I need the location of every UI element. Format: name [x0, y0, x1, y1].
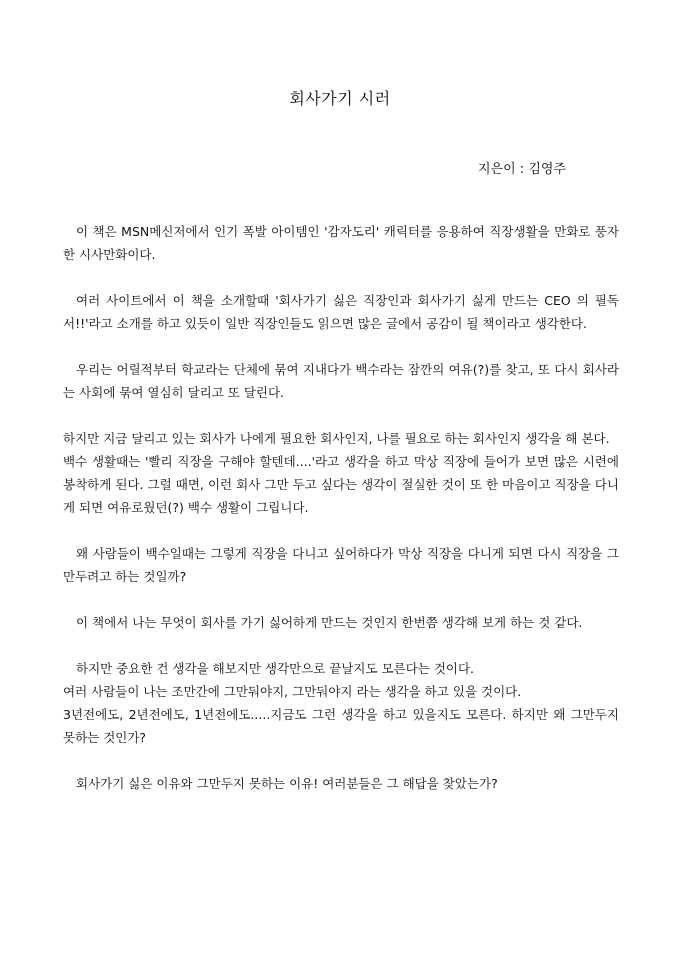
paragraph: 하지만 지금 달리고 있는 회사가 나에게 필요한 회사인지, 나를 필요로 하는 회사인지 생각을 해 본다. [63, 431, 610, 446]
document-body [63, 220, 619, 818]
paragraph: 백수 생활때는 '빨리 직장을 구해야 할텐데....'라고 생각을 하고 막상 직장에 들어가 보면 많은 시련에 봉착하게 된다. 그럴 때면, 이런 회사 그만 두고 싶다는 생각이 절실한 것이 또 한 마음이고 직장을 다니게 되면 여유로웠던(?) 백수 생활이 그립니다. [63, 454, 619, 515]
paragraph: 우리는 어릴적부터 학교라는 단체에 묶여 지내다가 백수라는 잠깐의 여유(?)를 찾고, 또 다시 회사라는 사회에 묶여 열심히 달리고 또 달린다. [63, 362, 619, 400]
document-author: 지은이 : 김영주 [478, 162, 566, 177]
document-title: 회사가기 시러 [289, 89, 391, 108]
paragraph: 여러 사람들이 나는 조만간에 그만둬야지, 그만둬야지 라는 생각을 하고 있을 것이다. [63, 684, 522, 699]
paragraph: 하지만 중요한 건 생각을 해보지만 생각만으로 끝날지도 모른다는 것이다. [76, 661, 475, 676]
paragraph: 회사가기 싫은 이유와 그만두지 못하는 이유! 여러분들은 그 해답을 찾았는가? [76, 776, 498, 791]
paragraph: 이 책에서 나는 무엇이 회사를 가기 싫어하게 만드는 것인지 한번쯤 생각해 보게 하는 것 같다. [76, 615, 583, 630]
paragraph: 3년전에도, 2년전에도, 1년전에도.....지금도 그런 생각을 하고 있을지도 모른다. 하지만 왜 그만두지 못하는 것인가? [63, 707, 619, 745]
paragraph: 이 책은 MSN메신저에서 인기 폭발 아이템인 '감자도리' 캐릭터를 응용하여 직장생활을 만화로 풍자한 시사만화이다. [63, 224, 619, 262]
paragraph: 왜 사람들이 백수일때는 그렇게 직장을 다니고 싶어하다가 막상 직장을 다니게 되면 다시 직장을 그만두려고 하는 것일까? [63, 546, 619, 584]
paragraph: 여러 사이트에서 이 책을 소개할때 '회사가기 싫은 직장인과 회사가기 싫게 만드는 CEO 의 필독서!!'라고 소개를 하고 있듯이 일반 직장인들도 읽으면 많은 글에서 공감이 될 책이라고 생각한다. [63, 293, 619, 331]
